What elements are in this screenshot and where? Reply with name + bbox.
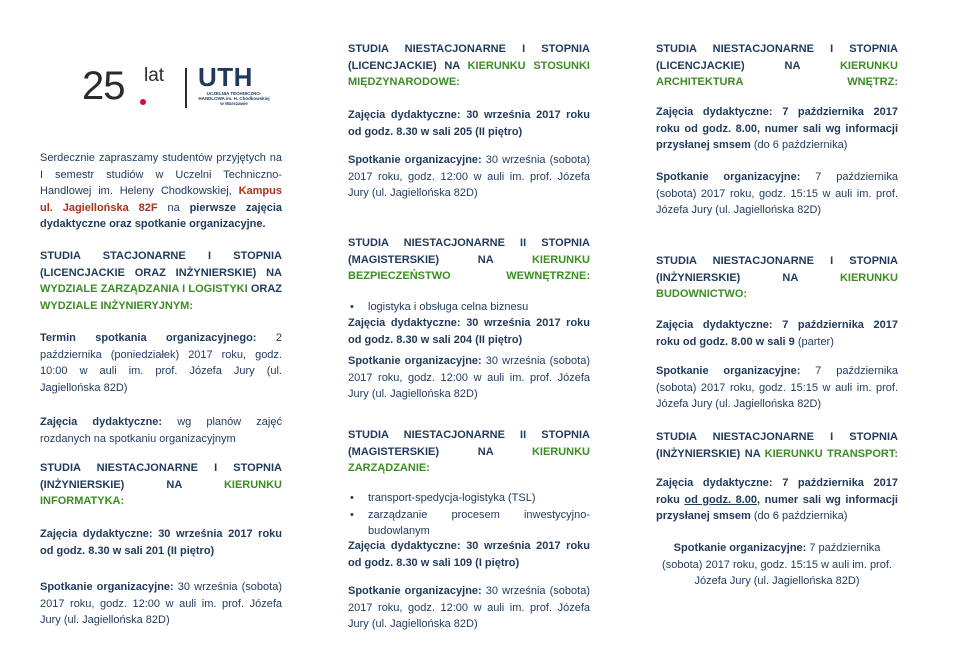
s6-heading-text: STUDIA NIESTACJONARNE I STOPNIA (LICENCJACKIE) NA <box>656 43 898 72</box>
s8-classes-time: od godz. 8.00 <box>684 493 757 506</box>
logo-suffix: lat <box>144 65 165 86</box>
s8-meeting <box>656 540 898 590</box>
list-item: • zarządzanie procesem inwestycyjno-budowlanym <box>348 507 590 540</box>
s7-classes-note: (parter) <box>794 335 834 348</box>
s1-classes-text: wg planów zajęć rozdanych na spotkaniu organizacyjnym <box>40 416 282 445</box>
s1-meeting <box>40 330 282 396</box>
list-item: • transport-spedycja-logistyka (TSL) <box>348 490 590 507</box>
s6-meeting <box>656 169 898 219</box>
s6-meeting-text: 7 października (sobota) 2017 roku, godz. 15:15 w auli im. prof. Józefa Jury (ul. Jagiellońska 82D) <box>656 171 898 216</box>
s7-meeting <box>656 363 898 413</box>
s5-meeting <box>348 583 590 633</box>
s7-classes-text: Zajęcia dydaktyczne: 7 października 2017 roku od godz. 8.00 w sali 9 <box>656 319 898 348</box>
s4-heading <box>348 235 590 285</box>
s1-heading-text: STUDIA STACJONARNE I STOPNIA (LICENCJACKIE ORAZ INŻYNIERSKIE) NA <box>40 250 282 279</box>
s1-meeting-text: 2 października (poniedziałek) 2017 roku, godz. 10:00 w auli im. prof. Józefa Jury (ul. Jagiellońska 82D) <box>40 332 282 394</box>
s5-specializations <box>348 490 590 540</box>
s4-meeting <box>348 353 590 403</box>
s3-meeting <box>348 152 590 202</box>
s8-heading-text: STUDIA NIESTACJONARNE I STOPNIA (INŻYNIERSKIE) NA <box>656 431 898 460</box>
uth-25-years-logo <box>82 62 282 112</box>
s3-heading <box>348 41 590 91</box>
s6-heading-major: KIERUNKU ARCHITEKTURA WNĘTRZ: <box>656 59 898 88</box>
s3-meeting-text: 30 września (sobota) 2017 roku, godz. 12:00 w auli im. prof. Józefa Jury (ul. Jagiellońska 82D) <box>348 154 590 199</box>
s5-meeting-label: Spotkanie organizacyjne: <box>348 585 482 597</box>
s2-heading-text: STUDIA NIESTACJONARNE I STOPNIA (INŻYNIERSKIE) NA <box>40 462 282 491</box>
s2-classes: Zajęcia dydaktyczne: 30 września 2017 roku od godz. 8.30 w sali 201 (II piętro) <box>40 528 282 557</box>
s1-heading-join: ORAZ <box>247 283 282 295</box>
s7-meeting-label: Spotkanie organizacyjne: <box>656 365 801 377</box>
s4-heading-major: KIERUNKU BEZPIECZEŃSTWO WEWNĘTRZNE: <box>348 253 590 282</box>
list-item: • logistyka i obsługa celna biznesu <box>348 299 590 316</box>
s2-meeting-label: Spotkanie organizacyjne: <box>40 581 174 593</box>
s3-heading-major: KIERUNKU STOSUNKI MIĘDZYNARODOWE: <box>348 59 590 88</box>
logo-red-dot <box>140 99 146 105</box>
s1-heading-faculty-b: WYDZIALE INŻYNIERYJNYM: <box>40 299 193 312</box>
s1-heading-faculty-a: WYDZIALE ZARZĄDZANIA I LOGISTYKI <box>40 283 248 295</box>
s6-meeting-label: Spotkanie organizacyjne: <box>656 171 801 183</box>
logo-subtitle: UCZELNIA TECHNICZNO-HANDLOWA im. H. Chodkowskiej w Warszawie <box>198 91 270 106</box>
intro-text-join: na <box>157 201 190 214</box>
s5-heading <box>348 427 590 477</box>
s5-classes: Zajęcia dydaktyczne: 30 września 2017 roku od godz. 8.30 w sali 109 (I piętro) <box>348 540 590 569</box>
s2-meeting-text: 30 września (sobota) 2017 roku, godz. 12:00 w auli im. prof. Józefa Jury (ul. Jagiellońska 82D) <box>40 581 282 626</box>
s8-meeting-label: Spotkanie organizacyjne: <box>673 542 807 554</box>
s8-classes <box>656 475 898 525</box>
s4-heading-text: STUDIA NIESTACJONARNE II STOPNIA (MAGISTERSKIE) NA <box>348 237 590 266</box>
s1-meeting-label: Termin spotkania organizacyjnego: <box>40 332 257 344</box>
s6-classes-note: (do 6 października) <box>750 139 848 151</box>
s2-meeting <box>40 579 282 629</box>
s2-heading <box>40 460 282 510</box>
logo-number: 25 <box>82 64 125 108</box>
s4-meeting-text: 30 września (sobota) 2017 roku, godz. 12:00 w auli im. prof. Józefa Jury (ul. Jagiellońska 82D) <box>348 355 590 400</box>
s1-classes-label: Zajęcia dydaktyczne: <box>40 416 163 428</box>
s7-heading-text: STUDIA NIESTACJONARNE I STOPNIA (INŻYNIERSKIE) NA <box>656 255 898 284</box>
s7-heading <box>656 253 898 303</box>
s6-classes-text: Zajęcia dydaktyczne: 7 października 2017 roku od godz. 8.00, numer sali wg informacji przysłanej smsem <box>656 106 898 151</box>
s2-heading-major: KIERUNKU INFORMATYKA: <box>40 478 282 507</box>
s7-meeting-text: 7 października (sobota) 2017 roku, godz. 15:15 w auli im. prof. Józefa Jury (ul. Jagiellońska 82D) <box>656 365 898 410</box>
s5-heading-major: KIERUNKU ZARZĄDZANIE: <box>348 445 590 474</box>
s8-heading <box>656 429 898 462</box>
s8-classes-text: Zajęcia dydaktyczne: 7 października 2017 roku <box>656 477 898 506</box>
s3-heading-text: STUDIA NIESTACJONARNE I STOPNIA (LICENCJACKIE) NA <box>348 43 590 72</box>
s6-classes <box>656 104 898 154</box>
s1-classes <box>40 414 282 447</box>
intro-text: Serdecznie zapraszamy studentów przyjętych na I semestr studiów w Uczelni Techniczno-Handlowej im. Heleny Chodkowskiej, <box>40 152 282 197</box>
s1-heading <box>40 248 282 314</box>
logo-brand: UTH <box>198 62 253 92</box>
s8-meeting-text: 7 października (sobota) 2017 roku, godz. 15:15 w auli im. prof. Józefa Jury (ul. Jagiellońska 82D) <box>662 542 892 587</box>
s5-heading-text: STUDIA NIESTACJONARNE II STOPNIA (MAGISTERSKIE) NA <box>348 429 590 458</box>
s4-specializations <box>348 299 590 316</box>
s3-meeting-label: Spotkanie organizacyjne: <box>348 154 482 166</box>
s3-classes: Zajęcia dydaktyczne: 30 września 2017 roku od godz. 8.30 w sali 205 (II piętro) <box>348 109 590 138</box>
s5-meeting-text: 30 września (sobota) 2017 roku, godz. 12:00 w auli im. prof. Józefa Jury (ul. Jagiellońska 82D) <box>348 585 590 630</box>
intro-campus: Kampus ul. Jagiellońska 82F <box>40 185 282 214</box>
intro-bold-text: pierwsze zajęcia dydaktyczne oraz spotkanie organizacyjne. <box>40 201 283 230</box>
intro-paragraph <box>40 150 282 233</box>
s7-classes <box>656 317 898 350</box>
s6-heading <box>656 41 898 91</box>
s4-classes: Zajęcia dydaktyczne: 30 września 2017 roku od godz. 8.30 w sali 204 (II piętro) <box>348 317 590 346</box>
s4-meeting-label: Spotkanie organizacyjne: <box>348 355 482 367</box>
s7-heading-major: KIERUNKU BUDOWNICTWO: <box>656 271 898 300</box>
s8-classes-note: (do 6 października) <box>750 510 848 522</box>
logo-divider <box>185 68 187 108</box>
s8-heading-major: KIERUNKU TRANSPORT: <box>764 447 898 460</box>
s8-classes-room: , numer sali wg informacji przysłanej smsem <box>656 493 898 522</box>
